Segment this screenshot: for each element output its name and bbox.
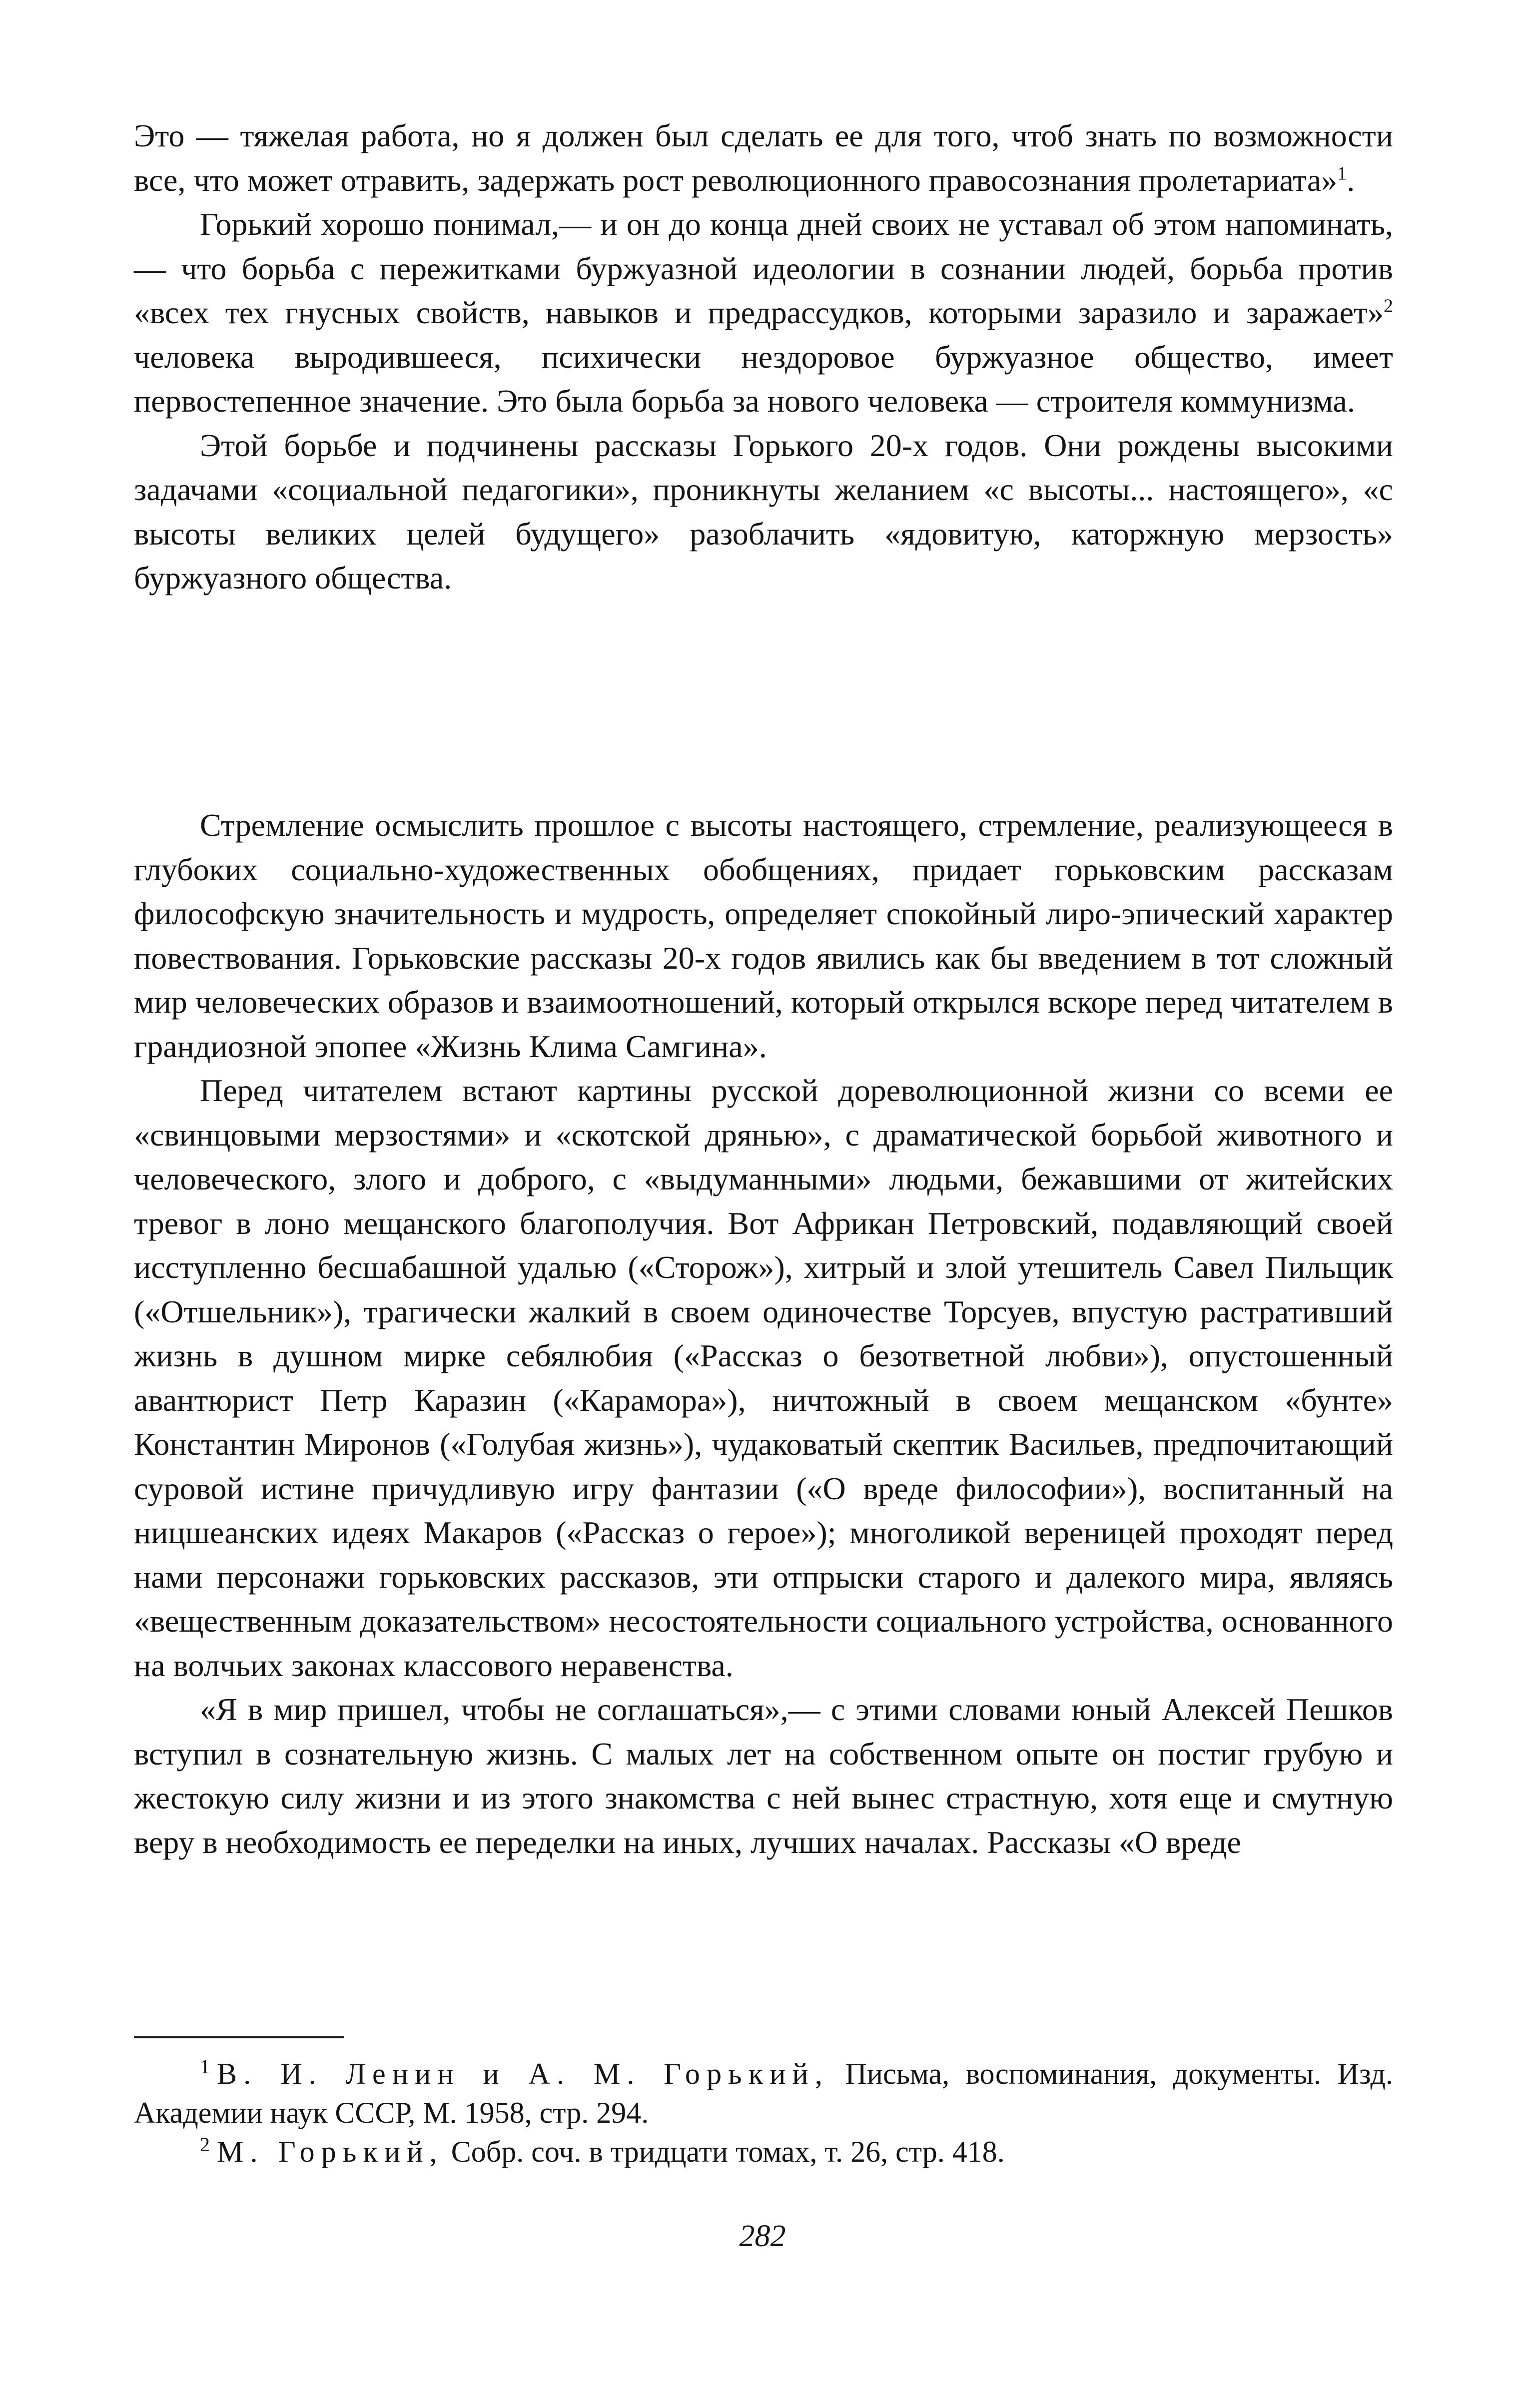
footnote-marker: 2 bbox=[200, 2133, 210, 2156]
footnote-marker: 1 bbox=[200, 2055, 210, 2078]
paragraph-text-tail: . bbox=[1347, 162, 1355, 198]
footnote bbox=[134, 2132, 1393, 2171]
paragraph-text-tail: человека выродившееся, психически нездоровое буржуазное общество, имеет первостепенное значение. Это была борьба за нового человека — строителя коммунизма. bbox=[134, 339, 1393, 419]
footnotes bbox=[134, 2054, 1393, 2171]
footnote-divider bbox=[134, 2036, 344, 2038]
footnote-reference: 2 bbox=[1384, 295, 1393, 317]
text-block-bottom bbox=[134, 803, 1393, 1864]
paragraph bbox=[134, 424, 1393, 601]
footnote-text: Собр. соч. в тридцати томах, т. 26, стр. 418. bbox=[443, 2135, 1005, 2168]
footnote-text: Письма, воспоминания, документы. Изд. Академии наук СССР, М. 1958, стр. 294. bbox=[134, 2057, 1393, 2129]
paragraph-text: Это — тяжелая работа, но я должен был сделать ее для того, чтоб знать по возможности все, что может отравить, задержать рост революционного правосознания пролетариата» bbox=[134, 118, 1393, 198]
paragraph-text: Этой борьбе и подчинены рассказы Горького 20-х годов. Они рождены высокими задачами «социальной педагогики», проникнуты желанием «с высоты... настоящего», «с высоты великих целей будущего» разоблачить «ядовитую, каторжную мерзость» буржуазного общества. bbox=[134, 427, 1393, 596]
paragraph: Перед читателем встают картины русской дореволюционной жизни со всеми ее «свинцовыми мерзостями» и «скотской дрянью», с драматической борьбой животного и человеческого, злого и доброго, с «выдуманными» людьми, бежавшими от житейских тревог в лоно мещанского благополучия. Вот Африкан Петровский, подавляющий своей исступленно бесшабашной удалью («Сторож»), хитрый и злой утешитель Савел Пильщик («Отшельник»), трагически жалкий в своем одиночестве Торсуев, впустую растративший жизнь в душном мирке себялюбия («Рассказ о безответной любви»), опустошенный авантюрист Петр Каразин («Карамора»), ничтожный в своем мещанском «бунте» Константин Миронов («Голубая жизнь»), чудаковатый скептик Васильев, предпочитающий суровой истине причудливую игру фантазии («О вреде философии»), воспитанный на ницшеанских идеях Макаров («Рассказ о герое»); многоликой вереницей проходят перед нами персонажи горьковских рассказов, эти отпрыски старого и далекого мира, являясь «вещественным доказательством» несостоятельности социального устройства, основанного на волчьих законах классового неравенства. bbox=[134, 1073, 1393, 1683]
paragraph: «Я в мир пришел, чтобы не соглашаться»,— с этими словами юный Алексей Пешков вступил в сознательную жизнь. С малых лет на собственном опыте он постиг грубую и жестокую силу жизни и из этого знакомства с ней вынес страстную, хотя еще и смутную веру в необходимость ее переделки на иных, лучших началах. Рассказы «О вреде bbox=[134, 1692, 1393, 1860]
footnote-reference: 1 bbox=[1337, 163, 1347, 184]
paragraph-quote-end bbox=[134, 114, 1393, 202]
footnote-authors: М. Горький, bbox=[217, 2135, 444, 2168]
page-number: 282 bbox=[739, 2219, 786, 2253]
text-block-top bbox=[134, 114, 1393, 601]
paragraph: Стремление осмыслить прошлое с высоты настоящего, стремление, реализующееся в глубоких социально-художественных обобщениях, придает горьковским рассказам философскую значительность и мудрость, определяет спокойный лиро-эпический характер повествования. Горьковские рассказы 20-х годов явились как бы введением в тот сложный мир человеческих образов и взаимоотношений, который открылся вскоре перед читателем в грандиозной эпопее «Жизнь Клима Самгина». bbox=[134, 807, 1393, 1064]
footnote bbox=[134, 2054, 1393, 2132]
paragraph-text: Горький хорошо понимал,— и он до конца дней своих не уставал об этом напоминать,— что борьба с пережитками буржуазной идеологии в сознании людей, борьба против «всех тех гнусных свойств, навыков и предрассудков, которыми заразило и заражает» bbox=[134, 206, 1393, 330]
paragraph bbox=[134, 202, 1393, 424]
footnote-authors: В. И. Ленин и А. М. Горький, bbox=[217, 2057, 829, 2090]
